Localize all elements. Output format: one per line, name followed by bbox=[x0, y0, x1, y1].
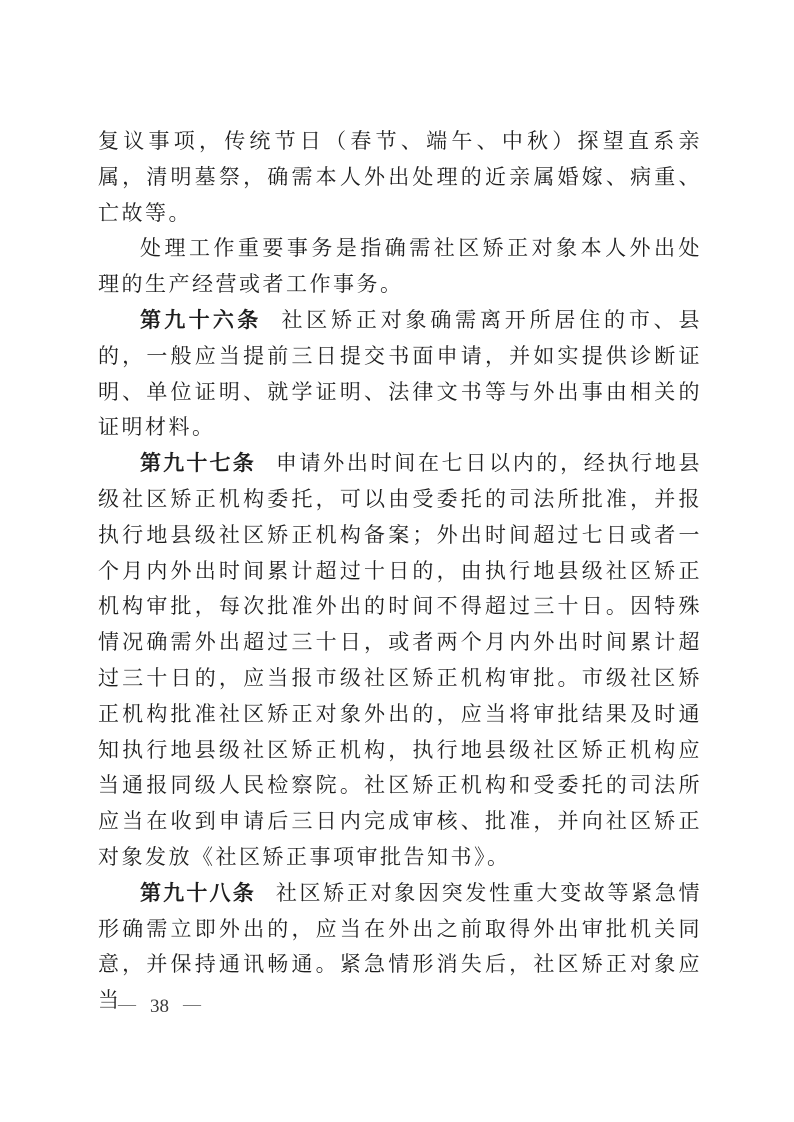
page-number: 38 bbox=[150, 996, 169, 1017]
paragraph-article-96 bbox=[98, 303, 702, 446]
article-number-97: 第九十七条 bbox=[140, 452, 256, 476]
paragraph-definition bbox=[98, 231, 702, 303]
footer-left-dash: — bbox=[118, 994, 136, 1014]
article-number-98: 第九十八条 bbox=[140, 881, 256, 905]
paragraph-continuation bbox=[98, 124, 702, 231]
paragraph-text: 社区矫正对象确需离开所居住的市、县的，一般应当提前三日提交书面申请，并如实提供诊断证明、单位证明、就学证明、法律文书等与外出事由相关的证明材料。 bbox=[98, 307, 702, 440]
paragraph-text: 处理工作重要事务是指确需社区矫正对象本人外出处理的生产经营或者工作事务。 bbox=[98, 236, 702, 297]
page-content bbox=[98, 124, 702, 1019]
article-number-96: 第九十六条 bbox=[140, 308, 262, 332]
paragraph-text: 复议事项，传统节日（春节、端午、中秋）探望直系亲属，清明墓祭，确需本人外出处理的近亲属婚嫁、病重、亡故等。 bbox=[98, 129, 702, 225]
paragraph-article-97 bbox=[98, 446, 702, 876]
footer-right-dash: — bbox=[183, 994, 201, 1014]
paragraph-text: 申请外出时间在七日以内的，经执行地县级社区矫正机构委托，可以由受委托的司法所批准，并报执行地县级社区矫正机构备案；外出时间超过七日或者一个月内外出时间累计超过十日的，由执行地县级社区矫正机构审批，每次批准外出的时间不得超过三十日。因特殊情况确需外出超过三十日，或者两个月内外出时间累计超过三十日的，应当报市级社区矫正机构审批。市级社区矫正机构批准社区矫正对象外出的，应当将审批结果及时通知执行地县级社区矫正机构，执行地县级社区矫正机构应当通报同级人民检察院。社区矫正机构和受委托的司法所应当在收到申请后三日内完成审核、批准，并向社区矫正对象发放《社区矫正事项审批告知书》。 bbox=[98, 451, 703, 869]
page-footer bbox=[118, 996, 201, 1018]
paragraph-text: 社区矫正对象因突发性重大变故等紧急情形确需立即外出的，应当在外出之前取得外出审批机关同意，并保持通讯畅通。紧急情形消失后，社区矫正对象应当 bbox=[98, 880, 703, 1013]
